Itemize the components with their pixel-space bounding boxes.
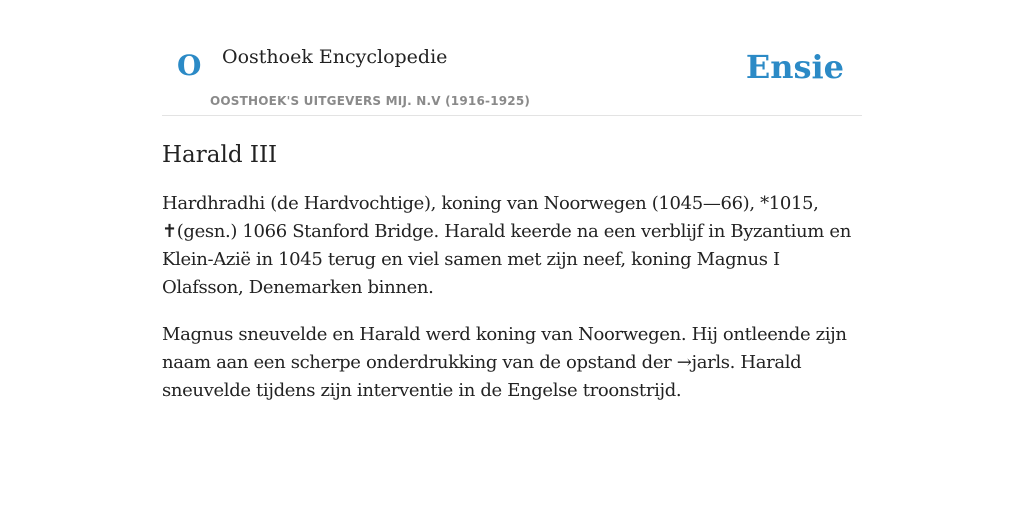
content-container (162, 0, 862, 424)
encyclopedia-logo[interactable]: O (177, 49, 202, 82)
article-title: Harald III (162, 142, 278, 168)
article-paragraph: Hardhradhi (de Hardvochtige), koning van Noorwegen (1045—66), *1015, ✝(gesn.) 1066 Stanford Bridge. Harald keerde na een verblijf in Byzantium en Klein-Azië in 1045 terug en viel samen met zijn neef, koning Magnus I Olafsson, Denemarken binnen. (162, 192, 851, 298)
article-body (162, 190, 862, 405)
encyclopedia-title[interactable]: Oosthoek Encyclopedie (222, 46, 448, 68)
article (162, 142, 862, 405)
ensie-brand-logo[interactable]: Ensie (745, 48, 844, 86)
site-header (162, 0, 862, 116)
article-paragraph: Magnus sneuvelde en Harald werd koning van Noorwegen. Hij ontleende zijn naam aan een scherpe onderdrukking van de opstand der →jarls. Harald sneuvelde tijdens zijn interventie in de Engelse troonstrijd. (162, 323, 847, 401)
publisher-label: OOSTHOEK'S UITGEVERS MIJ. N.V (1916-1925) (210, 94, 531, 108)
